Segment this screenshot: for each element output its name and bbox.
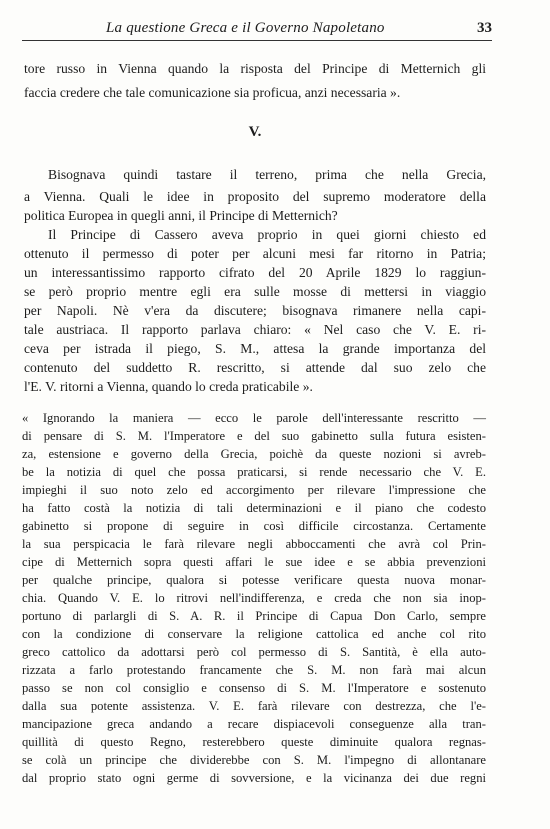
text-line: contenuto del suddetto R. rescritto, si attende dal suo zelo che <box>24 360 486 375</box>
quote-line: quillità di questo Regno, resterebbero queste diminuite qualora regnas- <box>22 735 486 749</box>
quote-line: be la notizia di quel che possa praticarsi, si rende necessario che V. E. <box>22 465 486 479</box>
text-line: ceva per istrada il piego, S. M., attesa la grande importanza del <box>24 341 486 356</box>
text-line: ottenuto il permesso di poter per alcuni mesi far ritorno in Patria; <box>24 246 486 261</box>
quote-line: rizzata a farlo protestando francamente che S. M. non farà mai alcun <box>22 663 486 677</box>
quote-line: la sua perspicacia le farà rilevare negli abboccamenti che avrà col Prin- <box>22 537 486 551</box>
text-line: tore russo in Vienna quando la risposta del Principe di Metternich gli <box>24 61 486 76</box>
page-number: 33 <box>477 20 492 36</box>
quote-line: chia. Quando V. E. lo ritrovi nell'indifferenza, e creda che non sia inop- <box>22 591 486 605</box>
text-line: faccia credere che tale comunicazione sia proficua, anzi necessaria ». <box>24 85 401 100</box>
quote-line: cipe di Metternich sopra questi affari le sue idee e se abbia prevenzioni <box>22 555 486 569</box>
running-title: La questione Greca e il Governo Napoletano <box>106 20 385 36</box>
quote-line: ha fatto costà la notizia di tali determinazioni e il piano che codesto <box>22 501 486 515</box>
quote-line: greco cattolico da adottarsi però col permesso di S. Santità, è ella auto- <box>22 645 486 659</box>
section-heading: V. <box>248 124 262 140</box>
text-line: l'E. V. ritorni a Vienna, quando lo creda praticabile ». <box>24 379 313 394</box>
quote-line: passo se non col consiglio e consenso di S. M. l'Imperatore e sostenuto <box>22 681 486 695</box>
quote-line: gabinetto si propone di seguire in così difficile circostanza. Certamente <box>22 519 486 533</box>
text-line: un interessantissimo rapporto cifrato del 20 Aprile 1829 lo raggiun- <box>24 265 486 280</box>
quote-line: portuno di parlargli di S. A. R. il Principe di Capua Don Carlo, sempre <box>22 609 486 623</box>
text-line: per Napoli. Nè v'era da discutere; bisognava rimanere nella capi- <box>24 303 486 318</box>
quote-line: per qualche principe, qualora si potesse verificare questa nuova monar- <box>22 573 486 587</box>
text-line: a Vienna. Quali le idee in proposito del supremo moderatore della <box>24 189 486 204</box>
quote-line: di pensare di S. M. l'Imperatore e del suo gabinetto sulla futura esisten- <box>22 429 486 443</box>
quote-line: dalla sua potente assistenza. V. E. farà rilevare con destrezza, che l'e- <box>22 699 486 713</box>
text-line: politica Europea in quegli anni, il Principe di Metternich? <box>24 208 338 223</box>
text-line: Bisognava quindi tastare il terreno, prima che nella Grecia, <box>48 167 486 182</box>
quote-line: impieghi il suo noto zelo ed accorgimento per rilevare l'impressione che <box>22 483 486 497</box>
quote-line: « Ignorando la maniera — ecco le parole dell'interessante rescritto — <box>22 411 486 425</box>
text-line: Il Principe di Cassero aveva proprio in quei giorni chiesto ed <box>48 227 486 242</box>
text-line: se però proprio mentre egli era sulle mosse di mettersi in viaggio <box>24 284 486 299</box>
quote-line: con la condizione di conservare la religione cattolica ed anche col rito <box>22 627 486 641</box>
quote-line: za, estensione e governo della Grecia, poichè da queste nozioni si avreb- <box>22 447 486 461</box>
running-head <box>22 20 492 41</box>
text-line: tale austriaca. Il rapporto parlava chiaro: « Nel caso che V. E. ri- <box>24 322 486 337</box>
quote-line: se colà un principe che dividerebbe con S. M. l'impegno di allontanare <box>22 753 486 767</box>
quote-line: mancipazione greca andando a recare dispiacevoli conseguenze alla tran- <box>22 717 486 731</box>
quote-line: dal proprio stato ogni germe di sovversione, e la vicinanza dei due regni <box>22 771 486 785</box>
